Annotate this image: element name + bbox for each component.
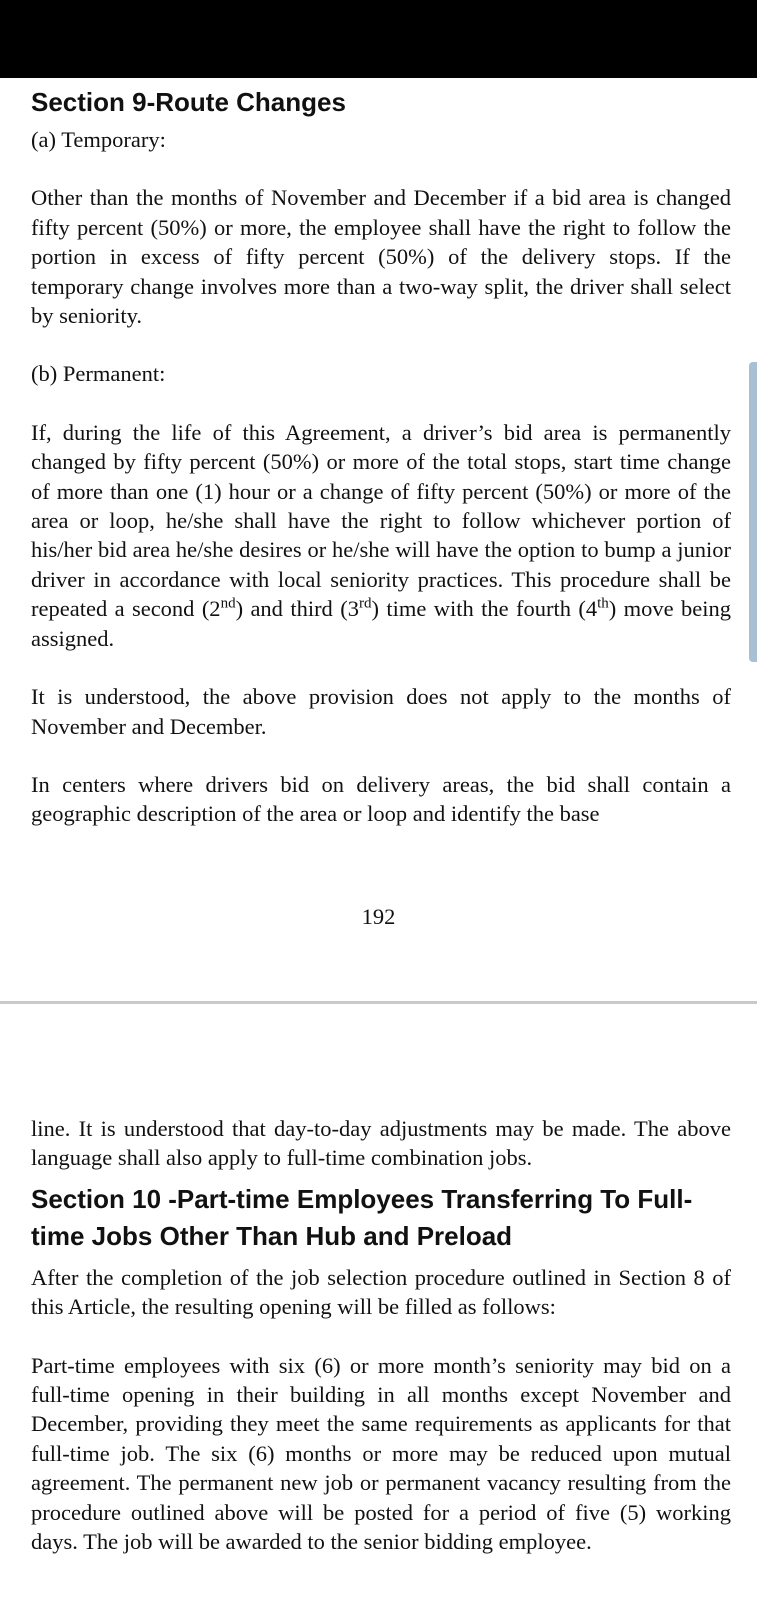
superscript-th: th <box>597 595 609 612</box>
status-bar <box>0 0 757 78</box>
page-number: 192 <box>361 904 396 929</box>
permanent-text-3: ) time with the fourth (4 <box>371 596 598 622</box>
paragraph-permanent <box>31 418 731 653</box>
paragraph-temporary: Other than the months of November and December if a bid area is changed fifty percent (50%) or more, the employee shall have the right to follow the portion in excess of fifty percent (50%) of the delivery stops. If the temporary change involves more than a two-way split, the driver shall select by seniority. <box>31 185 731 329</box>
paragraph-part-time: Part-time employees with six (6) or more month’s seniority may bid on a full-time opening in their building in all months except November and December, providing they meet the same requirements as applicants for that full-time job. The six (6) months or more may be reduced upon mutual agreement. The permanent new job or permanent vacancy resulting from the procedure outlined above will be posted for a period of five (5) working days. The job will be awarded to the senior bidding employee. <box>31 1352 731 1555</box>
paragraph-intro: After the completion of the job selection procedure outlined in Section 8 of this Article, the resulting opening will be filled as follows: <box>31 1264 731 1320</box>
superscript-rd: rd <box>358 595 372 612</box>
paragraph-delivery-areas: In centers where drivers bid on delivery areas, the bid shall contain a geographic description of the area or loop and identify the base <box>31 771 731 827</box>
document-page-193 <box>31 1114 731 1556</box>
page-divider <box>0 1001 757 1004</box>
superscript-nd: nd <box>220 595 236 612</box>
section-10-title: Section 10 -Part-time Employees Transferring To Full-time Jobs Other Than Hub and Preload <box>31 1183 693 1251</box>
section-9-title: Section 9-Route Changes <box>31 87 346 117</box>
permanent-text-4: ) move being assigned. <box>31 596 732 651</box>
permanent-text-2: ) and third (3 <box>235 596 359 622</box>
scroll-indicator[interactable] <box>749 362 757 662</box>
paragraph-provision: It is understood, the above provision does not apply to the months of November and December. <box>31 684 731 739</box>
subsection-permanent-label: (b) Permanent: <box>31 361 166 387</box>
document-page-192 <box>31 84 731 829</box>
paragraph-continued: line. It is understood that day-to-day adjustments may be made. The above language shall also apply to full-time combination jobs. <box>31 1116 731 1171</box>
subsection-temporary-label: (a) Temporary: <box>31 127 166 152</box>
permanent-text-1: If, during the life of this Agreement, a driver’s bid area is permanently changed by fifty percent (50%) or more of the total stops, start time change of more than one (1) hour or a change of fifty percent (50%) or more of the area or loop, he/she shall have the right to follow whichever portion of his/her bid area he/she desires or he/she will have the option to bump a junior driver in accordance with local seniority practices. This procedure shall be repeated a second (2 <box>31 419 731 622</box>
